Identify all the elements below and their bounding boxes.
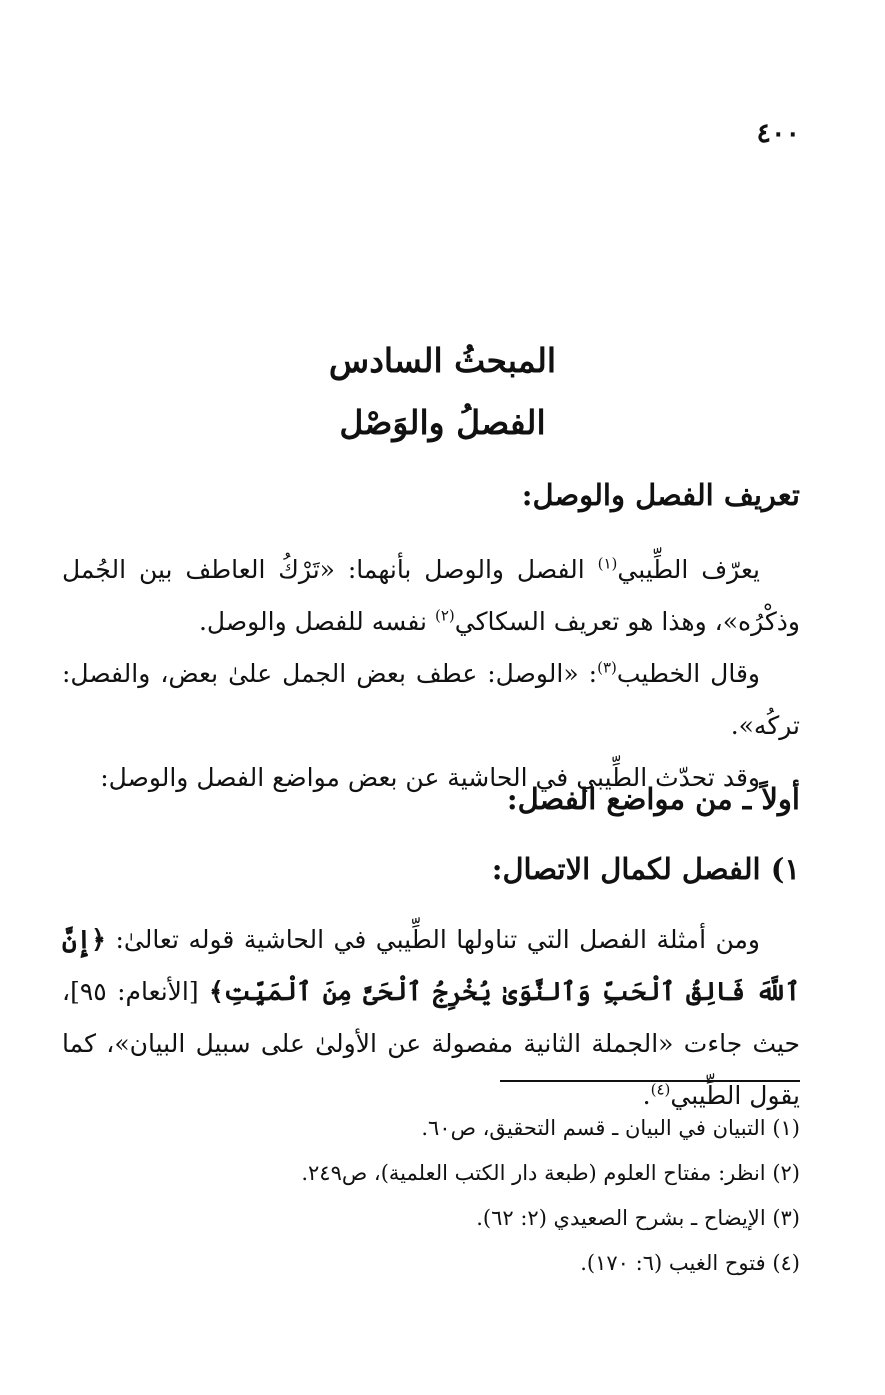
footnote-3: (٣) الإيضاح ـ بشرح الصعيدي (٢: ٦٢). (476, 1206, 800, 1230)
footnote-ref-3: (٣) (597, 658, 617, 677)
text-run: يعرّف الطِّيبي (617, 555, 760, 584)
definition-paragraph-1 (62, 544, 800, 648)
text-run: وقال الخطيب (616, 659, 760, 688)
footnote-4: (٤) فتوح الغيب (٦: ١٧٠). (580, 1251, 800, 1275)
footnote-divider (500, 1080, 800, 1082)
section-heading-definition: تعريف الفصل والوصل: (521, 478, 800, 512)
footnote-ref-2: (٢) (434, 606, 455, 625)
text-run: [الأنعام: ٩٥]، حيث جاءت «الجملة الثانية مفصولة عن الأولىٰ على سبيل البيان»، كما يقول الطِّيبي (62, 977, 800, 1110)
chapter-title-line1: المبحثُ السادس (328, 341, 557, 380)
quran-verse: ﴿إِنَّ ٱللَّهَ فَالِقُ ٱلْحَبِّ وَٱلنَّوَىٰ يُخْرِجُ ٱلْحَىَّ مِنَ ٱلْمَيِّتِ﴾ (62, 925, 800, 1006)
definition-paragraph-3: وقد تحدّث الطِّيبي في الحاشية عن بعض مواضع الفصل والوصل: (100, 763, 760, 792)
footnote-ref-1: (١) (597, 554, 618, 573)
definition-paragraph-2 (62, 648, 800, 752)
subsection-one-body (62, 914, 800, 1122)
chapter-title (0, 330, 885, 454)
subsection-one-paragraph (62, 914, 800, 1122)
page-number: ٤٠٠ (756, 118, 800, 149)
footnote-2: (٢) انظر: مفتاح العلوم (طبعة دار الكتب العلمية)، ص٢٤٩. (301, 1161, 800, 1185)
definition-paragraphs (62, 544, 800, 804)
text-run: : «الوصل: عطف بعض الجمل علىٰ بعض، والفصل: تركُه». (62, 659, 800, 740)
section-heading-first: أولاً ـ من مواضع الفصل: (506, 782, 800, 816)
text-run: الفصل والوصل بأنهما: «تَرْكُ العاطف بين الجُمل وذكْرُه»، وهذا هو تعريف السكاكي (62, 555, 800, 636)
chapter-title-line2: الفصلُ والوَصْل (339, 403, 546, 442)
footnotes (62, 1106, 800, 1286)
text-run: ومن أمثلة الفصل التي تناولها الطِّيبي في الحاشية قوله تعالىٰ: (105, 925, 760, 954)
footnote-1: (١) التبيان في البيان ـ قسم التحقيق، ص٦٠. (421, 1116, 800, 1140)
footnote-ref-4: (٤) (650, 1080, 671, 1099)
text-run: نفسه للفصل والوصل. (198, 607, 435, 636)
text-run: . (642, 1081, 651, 1110)
subsection-heading-one: ١) الفصل لكمال الاتصال: (491, 852, 800, 886)
